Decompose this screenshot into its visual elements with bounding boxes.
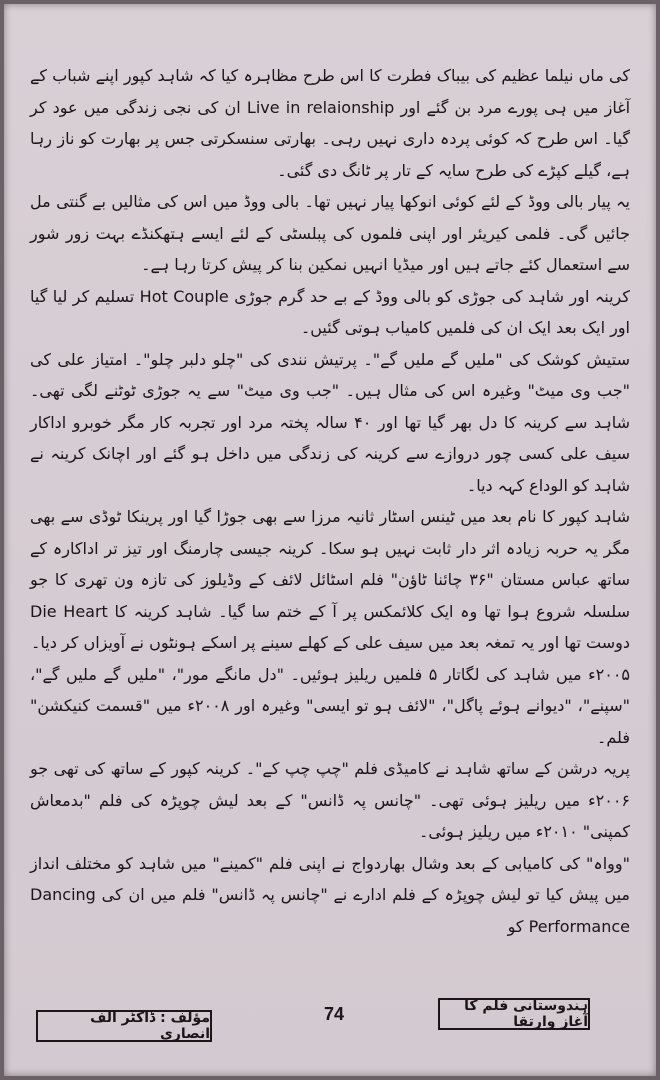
book-page bbox=[4, 4, 656, 1076]
paragraph-2: یہ پیار بالی ووڈ کے لئے کوئی انوکھا پیار نہیں تھا۔ بالی ووڈ میں اس کی مثالیں بے گنتی مل جائیں گی۔ فلمی کیریئر اور اپنی فلموں کی پبلسٹی کے لئے ایسے ہتھکنڈے بہت زور شور سے استعمال کئے جاتے ہیں اور میڈیا انہیں نمکین بنا کر پیش کرتا رہا ہے۔ bbox=[30, 192, 631, 274]
page-body-text bbox=[30, 60, 630, 942]
paragraph-5: شاہد کپور کا نام بعد میں ٹینس اسٹار ثانیہ مرزا سے بھی جوڑا گیا اور پرینکا ٹوڈی سے بھی مگر یہ حربہ زیادہ اثر دار ثابت نہیں ہو سکا۔ کرینہ جیسی چارمنگ اور تیز تر اداکارہ کے ساتھ عباس مستان "۳۶ چائنا ٹاؤن" فلم اسٹائل لائف کے وڈیلوز کی تازہ ون تھری کا جو سلسلہ شروع ہوا تھا وہ ایک کلائمکس پر آ کے ختم سا گیا۔ شاہد کرینہ کا Die Heart دوست تھا اور یہ تمغہ بعد میں سیف علی کے کھلے سینے پر اسکے ہونٹوں نے آویزاں کر دیا۔ bbox=[30, 507, 631, 652]
page-number: 74 bbox=[323, 1004, 345, 1024]
book-title-box: ہندوستانی فلم کا آغاز وارتقا bbox=[438, 998, 590, 1030]
paragraph-6: ۲۰۰۵ء میں شاہد کی لگاتار ۵ فلمیں ریلیز ہوئیں۔ "دل مانگے مور"، "ملیں گے ملیں گے"، "سپنے"، "دیوانے ہوئے پاگل"، "لائف ہو تو ایسی" وغیرہ اور ۲۰۰۸ء میں "قسمت کنیکشن" فلم۔ bbox=[30, 664, 630, 747]
paragraph-4: ستیش کوشک کی "ملیں گے ملیں گے"۔ پرتیش نندی کی "چلو دلبر چلو"۔ امتیاز علی کی "جب وی میٹ" وغیرہ اس کی مثال ہیں۔ "جب وی میٹ" سے یہ جوڑی ٹوٹنے لگی تھی۔ شاہد سے کرینہ کا دل بھر گیا تھا اور ۴۰ سالہ پختہ مرد اور تجربہ کار مگر خوبرو اداکار سیف علی کسی چور دروازے سے کرینہ کی زندگی میں داخل ہو گئے اور اچانک کرینہ نے شاہد کو الوداع کہہ دیا۔ bbox=[30, 349, 630, 495]
paragraph-1: کی ماں نیلما عظیم کی بیباک فطرت کا اس طرح مظاہرہ کیا کہ شاہد کپور اپنے شباب کے آغاز میں ہی پورے مرد بن گئے اور Live in relaionship ان کی نجی زندگی میں عود کر گیا۔ اس طرح کہ کوئی پردہ داری نہیں رہی۔ بھارتی سنسکرتی جس پر بھارت کو ناز رہا ہے، گیلے کپڑے کی طرح سایہ کے تار پر ٹانگ دی گئی۔ bbox=[30, 66, 631, 180]
page-footer bbox=[4, 994, 656, 1044]
paragraph-3: کرینہ اور شاہد کی جوڑی کو بالی ووڈ کے بے حد گرم جوڑی Hot Couple تسلیم کر لیا گیا اور ایک بعد ایک ان کی فلمیں کامیاب ہوتی گئیں۔ bbox=[30, 286, 630, 337]
author-box: مؤلف : ڈاکٹر الف انصاری bbox=[36, 1010, 212, 1042]
paragraph-8: "وواہ" کی کامیابی کے بعد وشال بھاردواج نے اپنی فلم "کمینے" میں شاہد کو مختلف انداز میں پیش کیا تو لیش چوپڑہ کے فلم ادارے نے "چانس پہ ڈانس" فلم میں ان کی Dancing Performance کو bbox=[30, 853, 630, 936]
paragraph-7: پریہ درشن کے ساتھ شاہد نے کامیڈی فلم "چپ چپ کے"۔ کرینہ کپور کے ساتھ کی تھی جو ۲۰۰۶ء میں ریلیز ہوئی تھی۔ "چانس پہ ڈانس" کے بعد لیش چوپڑہ کی فلم "بدمعاش کمپنی" ۲۰۱۰ء میں ریلیز ہوئی۔ bbox=[30, 759, 630, 841]
